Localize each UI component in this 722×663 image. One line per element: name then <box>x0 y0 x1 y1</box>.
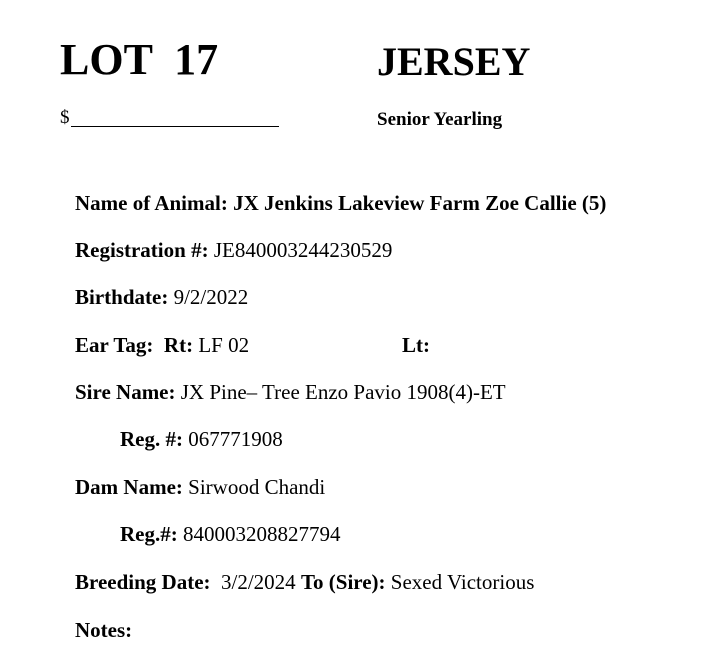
birthdate-value: 9/2/2022 <box>173 285 249 309</box>
breeding-sire-value: Sexed Victorious <box>390 570 535 594</box>
animal-name-row <box>75 193 606 214</box>
dam-name-value: Sirwood Chandi <box>188 475 326 499</box>
dam-reg-row <box>120 524 340 545</box>
dam-reg-value: 840003208827794 <box>182 522 341 546</box>
ear-tag-left-label: Lt: <box>402 333 430 357</box>
animal-name-label: Name of Animal: <box>75 191 228 215</box>
notes-row <box>75 620 137 641</box>
dam-reg-label: Reg.#: <box>120 522 178 546</box>
birthdate-label: Birthdate: <box>75 285 169 309</box>
birthdate-row <box>75 287 248 308</box>
breeding-date-value: 3/2/2024 <box>221 570 296 594</box>
animal-class: Senior Yearling <box>377 109 503 130</box>
sire-name-value: JX Pine– Tree Enzo Pavio 1908(4)-ET <box>180 380 506 404</box>
registration-value: JE840003244230529 <box>213 238 393 262</box>
sire-reg-label: Reg. #: <box>120 427 183 451</box>
sire-reg-value: 067771908 <box>188 427 283 451</box>
ear-tag-label: Ear Tag: <box>75 333 154 357</box>
dam-name-label: Dam Name: <box>75 475 183 499</box>
currency-symbol: $ <box>60 107 70 128</box>
ear-tag-right-label: Rt: <box>163 333 194 357</box>
notes-label: Notes: <box>75 618 133 642</box>
breed-title: JERSEY <box>377 39 531 84</box>
price-field <box>60 106 279 127</box>
ear-tag-right-value: LF 02 <box>198 333 250 357</box>
sire-name-row <box>75 382 506 403</box>
sire-name-label: Sire Name: <box>75 380 176 404</box>
breeding-row <box>75 572 534 593</box>
ear-tag-left <box>402 335 435 356</box>
lot-number: LOT 17 <box>60 35 219 84</box>
dam-name-row <box>75 477 325 498</box>
animal-name-value: JX Jenkins Lakeview Farm Zoe Callie (5) <box>233 191 607 215</box>
price-blank-line <box>71 106 279 127</box>
registration-row <box>75 240 392 261</box>
breeding-sire-label: To (Sire): <box>300 570 386 594</box>
breeding-date-label: Breeding Date: <box>75 570 211 594</box>
sire-reg-row <box>120 429 283 450</box>
registration-label: Registration #: <box>75 238 209 262</box>
ear-tag-row <box>75 335 249 356</box>
